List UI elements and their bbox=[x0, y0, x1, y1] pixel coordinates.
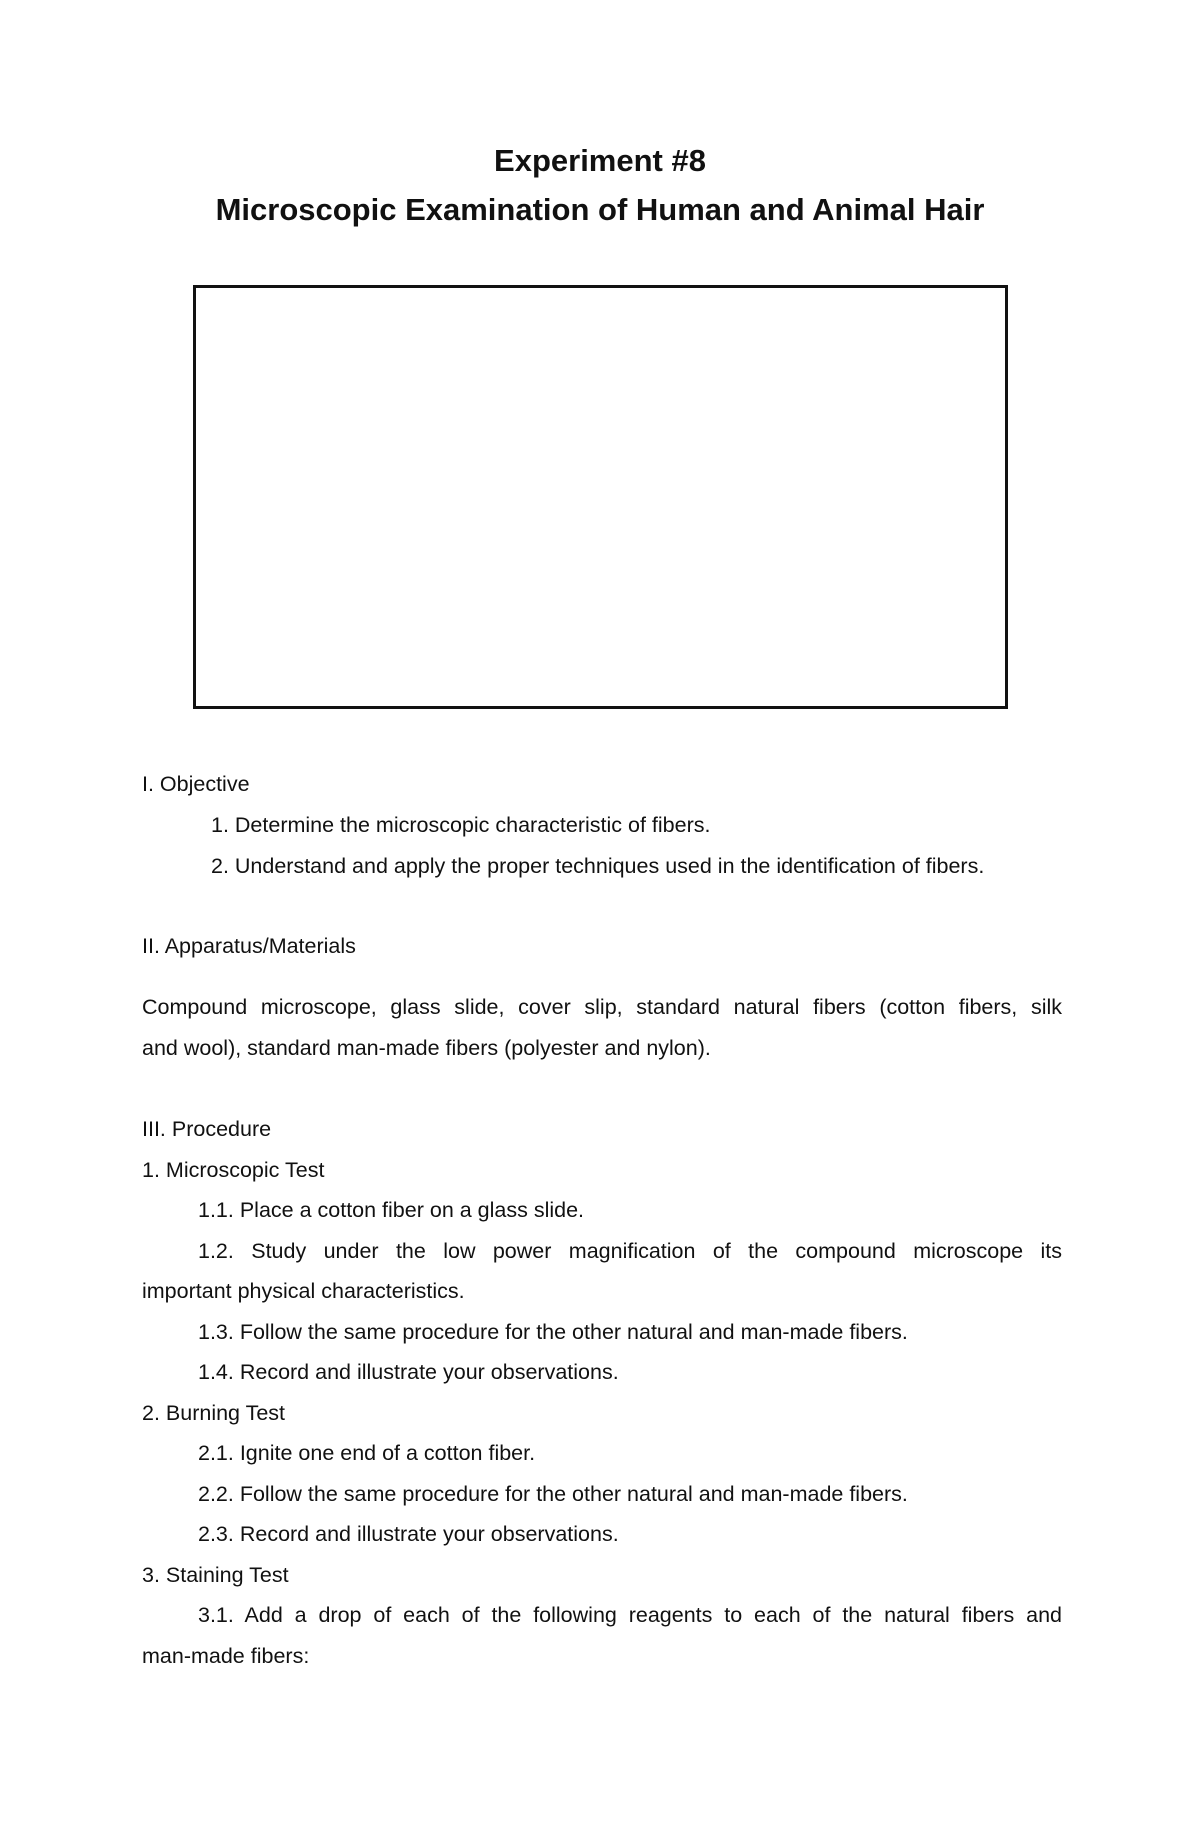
procedure-heading: III. Procedure bbox=[142, 1117, 272, 1141]
objective-item-2: 2. Understand and apply the proper techniques used in the identification of fibers. bbox=[211, 854, 985, 878]
burning-step-2: 2.2. Follow the same procedure for the other natural and man-made fibers. bbox=[198, 1482, 908, 1506]
staining-test-heading: 3. Staining Test bbox=[142, 1563, 289, 1587]
microscopic-step-4: 1.4. Record and illustrate your observations. bbox=[198, 1360, 619, 1384]
microscopic-step-2-line-1: 1.2. Study under the low power magnification of the compound microscope its bbox=[198, 1239, 1062, 1263]
objective-item-1: 1. Determine the microscopic characteristic of fibers. bbox=[211, 813, 711, 837]
burning-test-heading: 2. Burning Test bbox=[142, 1401, 286, 1425]
burning-step-3: 2.3. Record and illustrate your observations. bbox=[198, 1522, 619, 1546]
burning-step-1: 2.1. Ignite one end of a cotton fiber. bbox=[198, 1441, 536, 1465]
figure-placeholder-box bbox=[193, 285, 1008, 709]
staining-step-1-line-2: man-made fibers: bbox=[142, 1644, 310, 1668]
apparatus-text-line-1: Compound microscope, glass slide, cover slip, standard natural fibers (cotton fibers, silk bbox=[142, 995, 1062, 1019]
staining-step-1-line-1: 3.1. Add a drop of each of the following reagents to each of the natural fibers and bbox=[198, 1603, 1062, 1627]
apparatus-text-line-2: and wool), standard man-made fibers (polyester and nylon). bbox=[142, 1036, 711, 1060]
document-subtitle: Microscopic Examination of Human and Animal Hair bbox=[215, 192, 985, 227]
microscopic-step-2-line-2: important physical characteristics. bbox=[142, 1279, 465, 1303]
microscopic-step-1: 1.1. Place a cotton fiber on a glass slide. bbox=[198, 1198, 585, 1222]
objective-heading: I. Objective bbox=[142, 772, 250, 796]
microscopic-test-heading: 1. Microscopic Test bbox=[142, 1158, 325, 1182]
microscopic-step-3: 1.3. Follow the same procedure for the other natural and man-made fibers. bbox=[198, 1320, 908, 1344]
document-title: Experiment #8 bbox=[494, 143, 706, 178]
apparatus-heading: II. Apparatus/Materials bbox=[142, 934, 356, 958]
